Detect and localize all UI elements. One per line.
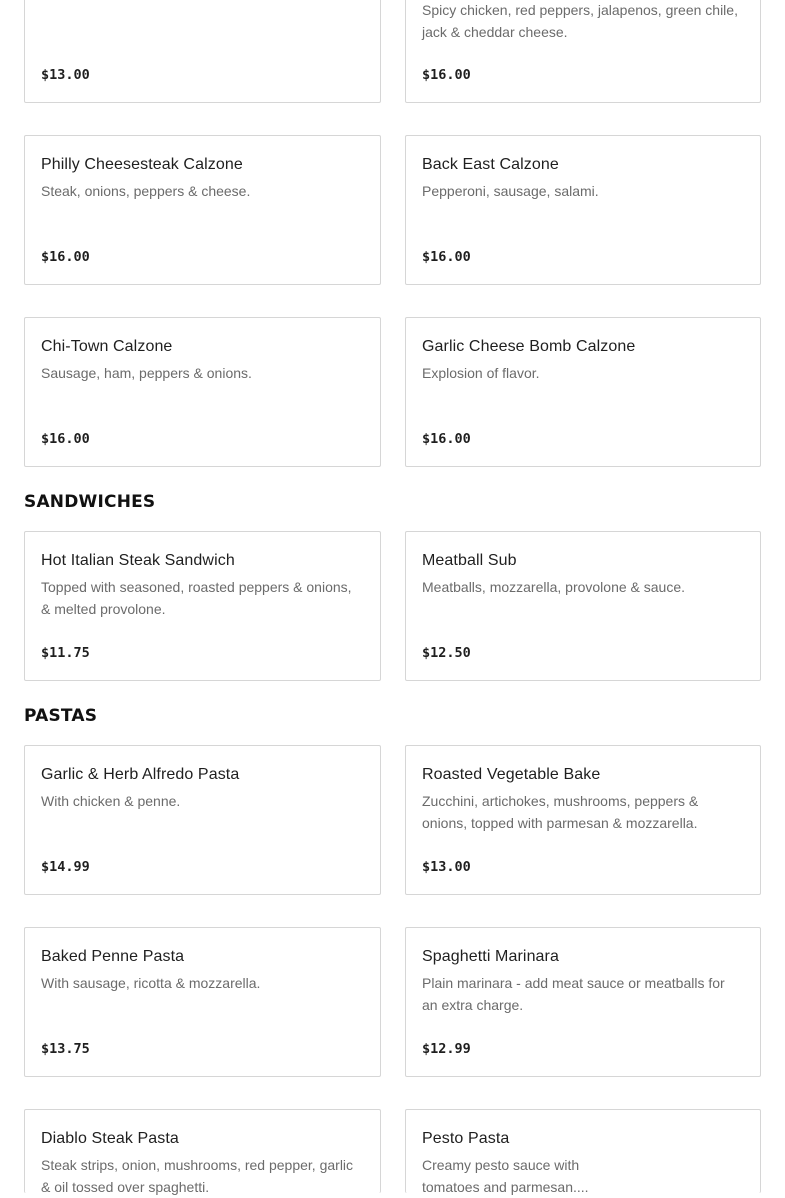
- item-description: Spicy chicken, red peppers, jalapenos, green chile, jack & cheddar cheese.: [422, 2, 738, 40]
- menu-item-card[interactable]: [24, 0, 381, 103]
- item-name: Spaghetti Marinara: [422, 948, 559, 965]
- item-description: Pepperoni, sausage, salami.: [422, 183, 599, 199]
- item-name: Pesto Pasta: [422, 1130, 510, 1147]
- item-description: Sausage, ham, peppers & onions.: [41, 365, 252, 381]
- menu-item-card[interactable]: [24, 531, 381, 681]
- item-price: $12.99: [422, 1041, 471, 1057]
- menu-item-card[interactable]: [24, 745, 381, 895]
- item-price: $16.00: [41, 431, 90, 447]
- menu-item-card[interactable]: [405, 927, 761, 1077]
- item-description: Creamy pesto sauce with tomatoes and parmesan....: [422, 1157, 589, 1195]
- item-name: Hot Italian Steak Sandwich: [41, 552, 235, 569]
- item-price: $11.75: [41, 645, 90, 661]
- item-price: $16.00: [422, 249, 471, 265]
- item-description: With chicken & penne.: [41, 793, 181, 809]
- item-price: $14.99: [41, 859, 90, 875]
- item-description: Explosion of flavor.: [422, 365, 540, 381]
- menu-item-card[interactable]: [24, 1109, 381, 1193]
- item-description: Plain marinara - add meat sauce or meatballs for an extra charge.: [422, 975, 725, 1013]
- item-description: Steak, onions, peppers & cheese.: [41, 183, 251, 199]
- menu-item-card[interactable]: [24, 927, 381, 1077]
- item-description: Meatballs, mozzarella, provolone & sauce.: [422, 579, 686, 595]
- menu-item-card[interactable]: [405, 531, 761, 681]
- section-heading-pastas: PASTAS: [24, 706, 98, 726]
- item-price: $13.00: [41, 67, 90, 83]
- item-price: $13.00: [422, 859, 471, 875]
- item-name: Diablo Steak Pasta: [41, 1130, 179, 1147]
- item-price: $16.00: [422, 431, 471, 447]
- menu-item-card[interactable]: [405, 0, 761, 103]
- item-price: $16.00: [41, 249, 90, 265]
- item-name: Garlic & Herb Alfredo Pasta: [41, 766, 240, 783]
- item-name: Philly Cheesesteak Calzone: [41, 156, 243, 173]
- item-description: Topped with seasoned, roasted peppers & onions, & melted provolone.: [41, 579, 352, 617]
- item-name: Back East Calzone: [422, 156, 559, 173]
- item-price: $12.50: [422, 645, 471, 661]
- menu-item-card[interactable]: [405, 745, 761, 895]
- menu-item-card[interactable]: [405, 135, 761, 285]
- menu-item-card[interactable]: [24, 135, 381, 285]
- item-name: Garlic Cheese Bomb Calzone: [422, 338, 636, 355]
- item-name: Baked Penne Pasta: [41, 948, 185, 965]
- item-description: Steak strips, onion, mushrooms, red pepper, garlic & oil tossed over spaghetti.: [41, 1157, 354, 1195]
- section-heading-sandwiches: SANDWICHES: [24, 492, 156, 512]
- item-price: $13.75: [41, 1041, 90, 1057]
- menu-item-card[interactable]: [24, 317, 381, 467]
- item-name: Meatball Sub: [422, 552, 517, 569]
- item-price: $16.00: [422, 67, 471, 83]
- menu-item-card[interactable]: [405, 317, 761, 467]
- item-description: With sausage, ricotta & mozzarella.: [41, 975, 261, 991]
- menu-item-card[interactable]: [405, 1109, 761, 1193]
- item-name: Roasted Vegetable Bake: [422, 766, 601, 783]
- item-description: Zucchini, artichokes, mushrooms, peppers & onions, topped with parmesan & mozzarella.: [422, 793, 699, 831]
- item-name: Chi-Town Calzone: [41, 338, 173, 355]
